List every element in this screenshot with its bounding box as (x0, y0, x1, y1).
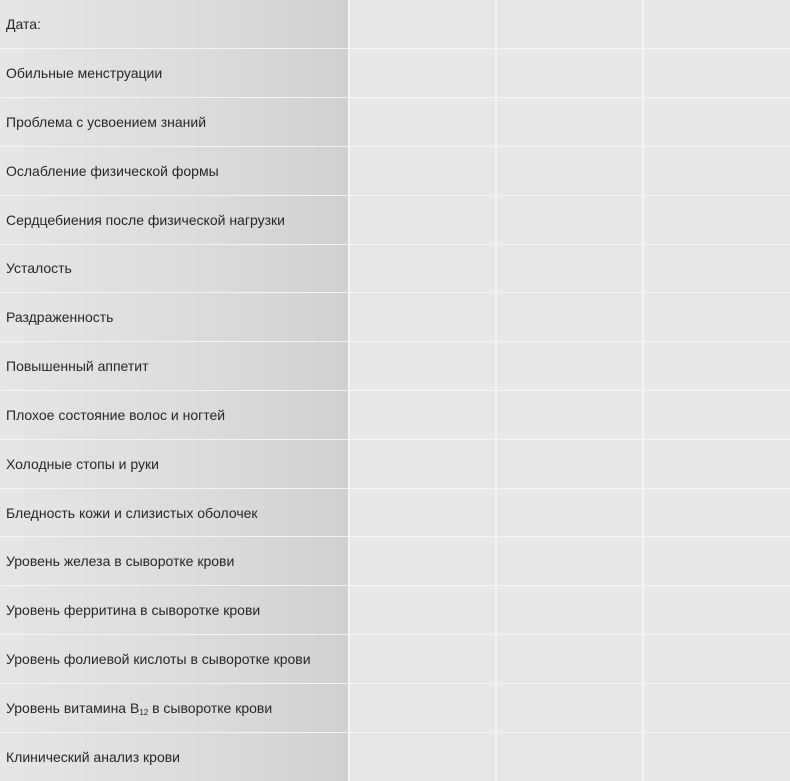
entry-cell[interactable] (496, 195, 643, 244)
entry-cell[interactable] (349, 635, 496, 684)
row-label-text: в сыворотке крови (148, 699, 273, 716)
table-row (0, 195, 790, 244)
row-label: Бледность кожи и слизистых оболочек (0, 488, 349, 537)
entry-cell[interactable] (349, 146, 496, 195)
subscript-12: 12 (139, 707, 149, 717)
table-row (0, 537, 790, 586)
table-row (0, 683, 790, 732)
entry-cell[interactable] (643, 439, 790, 488)
entry-cell[interactable] (349, 195, 496, 244)
table-row (0, 293, 790, 342)
entry-cell[interactable] (349, 0, 496, 49)
entry-cell[interactable] (643, 146, 790, 195)
entry-cell[interactable] (349, 683, 496, 732)
row-label: Усталость (0, 244, 349, 293)
entry-cell[interactable] (349, 49, 496, 98)
entry-cell[interactable] (643, 195, 790, 244)
table-row (0, 635, 790, 684)
entry-cell[interactable] (643, 683, 790, 732)
row-label-vitamin-b12 (0, 683, 349, 732)
table-row (0, 146, 790, 195)
entry-cell[interactable] (643, 342, 790, 391)
entry-cell[interactable] (643, 732, 790, 781)
entry-cell[interactable] (349, 488, 496, 537)
entry-cell[interactable] (349, 439, 496, 488)
table-row (0, 49, 790, 98)
entry-cell[interactable] (496, 0, 643, 49)
entry-cell[interactable] (349, 732, 496, 781)
table-row (0, 732, 790, 781)
row-label: Сердцебиения после физической нагрузки (0, 195, 349, 244)
entry-cell[interactable] (349, 98, 496, 147)
table-row (0, 98, 790, 147)
row-label: Холодные стопы и руки (0, 439, 349, 488)
entry-cell[interactable] (496, 146, 643, 195)
entry-cell[interactable] (496, 488, 643, 537)
entry-cell[interactable] (643, 537, 790, 586)
entry-cell[interactable] (349, 244, 496, 293)
entry-cell[interactable] (349, 586, 496, 635)
table-row (0, 586, 790, 635)
entry-cell[interactable] (643, 98, 790, 147)
entry-cell[interactable] (643, 293, 790, 342)
entry-cell[interactable] (496, 391, 643, 440)
entry-cell[interactable] (643, 244, 790, 293)
entry-cell[interactable] (349, 342, 496, 391)
row-label: Повышенный аппетит (0, 342, 349, 391)
row-label: Уровень железа в сыворотке крови (0, 537, 349, 586)
entry-cell[interactable] (643, 586, 790, 635)
entry-cell[interactable] (496, 49, 643, 98)
entry-cell[interactable] (349, 537, 496, 586)
entry-cell[interactable] (643, 0, 790, 49)
row-label-date: Дата: (0, 0, 349, 49)
table-row (0, 488, 790, 537)
entry-cell[interactable] (643, 49, 790, 98)
entry-cell[interactable] (643, 488, 790, 537)
table-row (0, 342, 790, 391)
table-row (0, 439, 790, 488)
entry-cell[interactable] (496, 439, 643, 488)
entry-cell[interactable] (643, 391, 790, 440)
table-row (0, 244, 790, 293)
row-label: Обильные менструации (0, 49, 349, 98)
table-row-date (0, 0, 790, 49)
row-label: Проблема с усвоением знаний (0, 98, 349, 147)
entry-cell[interactable] (496, 537, 643, 586)
entry-cell[interactable] (496, 342, 643, 391)
table-row (0, 391, 790, 440)
row-label: Плохое состояние волос и ногтей (0, 391, 349, 440)
entry-cell[interactable] (349, 391, 496, 440)
row-label: Уровень ферритина в сыворотке крови (0, 586, 349, 635)
entry-cell[interactable] (496, 635, 643, 684)
entry-cell[interactable] (496, 244, 643, 293)
entry-cell[interactable] (643, 635, 790, 684)
entry-cell[interactable] (496, 98, 643, 147)
row-label: Ослабление физической формы (0, 146, 349, 195)
entry-cell[interactable] (496, 293, 643, 342)
row-label-text: Уровень витамина B (6, 699, 140, 716)
entry-cell[interactable] (496, 683, 643, 732)
row-label: Клинический анализ крови (0, 732, 349, 781)
entry-cell[interactable] (496, 586, 643, 635)
entry-cell[interactable] (349, 293, 496, 342)
entry-cell[interactable] (496, 732, 643, 781)
row-label: Уровень фолиевой кислоты в сыворотке крови (0, 635, 349, 684)
row-label: Раздраженность (0, 293, 349, 342)
